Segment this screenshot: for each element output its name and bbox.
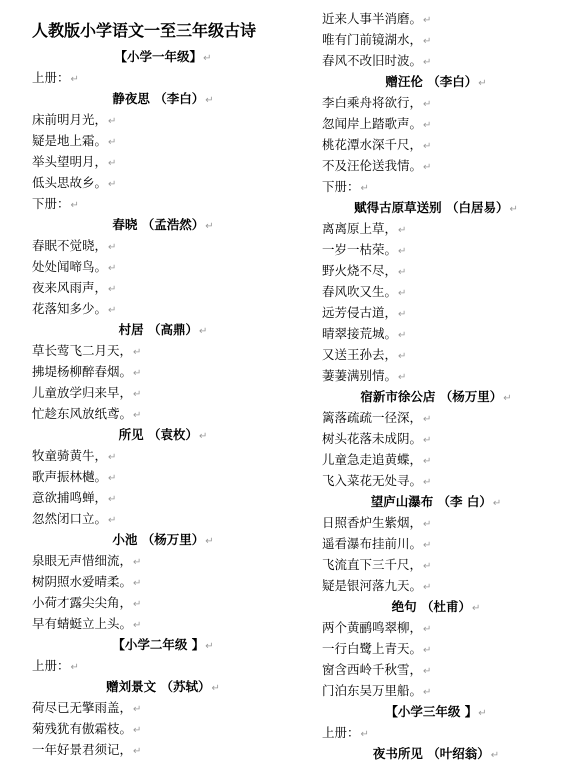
paragraph-mark-icon: ↵ — [108, 473, 117, 484]
text-line — [32, 193, 294, 214]
right-column-lines — [322, 8, 550, 764]
paragraph-mark-icon: ↵ — [205, 536, 214, 547]
paragraph-mark-icon: ↵ — [198, 326, 208, 337]
paragraph-mark-icon: ↵ — [423, 15, 432, 26]
paragraph-mark-icon: ↵ — [133, 557, 142, 568]
line-text: 夜书所见 （叶绍翁） — [372, 746, 490, 761]
line-text: 忽然闭口立。 — [32, 511, 108, 526]
text-line — [322, 134, 550, 155]
poem-heading — [32, 319, 294, 340]
line-text: 歌声振林樾。 — [32, 469, 108, 484]
line-text: 菊残犹有傲霜枝。 — [32, 721, 133, 736]
text-line — [322, 533, 550, 554]
line-text: 赠汪伦 （李白） — [385, 74, 478, 89]
line-text: 春眠不觉晓， — [32, 238, 108, 253]
poem-heading — [322, 386, 550, 407]
text-line — [32, 613, 294, 634]
line-text: 上册： — [32, 658, 70, 673]
text-line — [32, 487, 294, 508]
paragraph-mark-icon: ↵ — [398, 225, 407, 236]
paragraph-mark-icon: ↵ — [423, 456, 432, 467]
line-text: 一行白鹭上青天。 — [322, 641, 423, 656]
text-line — [32, 130, 294, 151]
paragraph-mark-icon: ↵ — [70, 74, 79, 85]
paragraph-mark-icon: ↵ — [423, 687, 432, 698]
text-line — [322, 428, 550, 449]
paragraph-mark-icon: ↵ — [133, 578, 142, 589]
text-line — [322, 113, 550, 134]
paragraph-mark-icon: ↵ — [133, 725, 142, 736]
text-line — [322, 470, 550, 491]
poem-heading — [322, 71, 550, 92]
poem-heading — [32, 634, 294, 655]
paragraph-mark-icon: ↵ — [423, 561, 432, 572]
line-text: 举头望明月， — [32, 154, 108, 169]
text-line — [322, 218, 550, 239]
paragraph-mark-icon: ↵ — [478, 78, 487, 89]
document-title: 人教版小学语文一至三年级古诗 — [32, 21, 257, 40]
paragraph-mark-icon: ↵ — [423, 435, 432, 446]
text-line — [32, 277, 294, 298]
line-text: 篱落疏疏一径深， — [322, 410, 423, 425]
paragraph-mark-icon: ↵ — [108, 494, 117, 505]
poem-heading — [32, 88, 294, 109]
line-text: 疑是银河落九天。 — [322, 578, 423, 593]
left-column-lines — [32, 46, 294, 760]
line-text: 牧童骑黄牛， — [32, 448, 108, 463]
paragraph-mark-icon: ↵ — [203, 53, 212, 64]
line-text: 夜来风雨声， — [32, 280, 108, 295]
text-line — [32, 571, 294, 592]
line-text: 忽闻岸上踏歌声。 — [322, 116, 423, 131]
text-line — [322, 407, 550, 428]
line-text: 儿童急走追黄蝶， — [322, 452, 423, 467]
paragraph-mark-icon: ↵ — [423, 477, 432, 488]
line-text: 树头花落未成阴。 — [322, 431, 423, 446]
paragraph-mark-icon: ↵ — [490, 750, 500, 761]
line-text: 下册： — [32, 196, 70, 211]
line-text: 上册： — [322, 725, 360, 740]
text-line — [322, 302, 550, 323]
poem-heading — [32, 214, 294, 235]
poem-heading — [322, 743, 550, 764]
paragraph-mark-icon: ↵ — [423, 99, 432, 110]
line-text: 宿新市徐公店 （杨万里） — [360, 389, 503, 404]
line-text: 树阴照水爱晴柔。 — [32, 574, 133, 589]
line-text: 日照香炉生紫烟， — [322, 515, 423, 530]
paragraph-mark-icon: ↵ — [133, 620, 142, 631]
paragraph-mark-icon: ↵ — [398, 246, 407, 257]
poem-heading — [32, 676, 294, 697]
text-line — [322, 365, 550, 386]
line-text: 近来人事半消磨。 — [322, 11, 423, 26]
line-text: 疑是地上霜。 — [32, 133, 108, 148]
poem-heading — [322, 197, 550, 218]
text-line — [32, 466, 294, 487]
line-text: 小池 （杨万里） — [112, 532, 205, 547]
paragraph-mark-icon: ↵ — [108, 284, 117, 295]
paragraph-mark-icon: ↵ — [423, 36, 432, 47]
line-text: 意欲捕鸣蝉， — [32, 490, 108, 505]
line-text: 赋得古原草送别 （白居易） — [354, 200, 509, 215]
paragraph-mark-icon: ↵ — [398, 288, 407, 299]
text-line — [32, 67, 294, 88]
text-line — [32, 697, 294, 718]
paragraph-mark-icon: ↵ — [133, 368, 142, 379]
line-text: 唯有门前镜湖水， — [322, 32, 423, 47]
paragraph-mark-icon: ↵ — [471, 603, 481, 614]
line-text: 上册： — [32, 70, 70, 85]
paragraph-mark-icon: ↵ — [133, 347, 142, 358]
poem-heading — [322, 701, 550, 722]
text-line — [322, 92, 550, 113]
text-line — [322, 680, 550, 701]
text-line — [322, 575, 550, 596]
paragraph-mark-icon: ↵ — [133, 599, 142, 610]
line-text: 一岁一枯荣。 — [322, 242, 398, 257]
paragraph-mark-icon: ↵ — [133, 410, 142, 421]
paragraph-mark-icon: ↵ — [108, 515, 117, 526]
paragraph-mark-icon: ↵ — [108, 263, 117, 274]
paragraph-mark-icon: ↵ — [509, 204, 518, 215]
text-line — [32, 382, 294, 403]
line-text: 飞入菜花无处寻。 — [322, 473, 423, 488]
text-line — [322, 344, 550, 365]
line-text: 又送王孙去， — [322, 347, 398, 362]
text-line — [32, 361, 294, 382]
right-column — [322, 8, 550, 764]
paragraph-mark-icon: ↵ — [423, 540, 432, 551]
paragraph-mark-icon: ↵ — [108, 158, 117, 169]
line-text: 村居 （高鼎） — [118, 322, 198, 337]
paragraph-mark-icon: ↵ — [423, 120, 432, 131]
paragraph-mark-icon: ↵ — [133, 704, 142, 715]
line-text: 处处闻啼鸟。 — [32, 259, 108, 274]
text-line — [322, 281, 550, 302]
text-line — [322, 8, 550, 29]
text-line — [32, 172, 294, 193]
text-line — [32, 592, 294, 613]
poem-heading — [32, 46, 294, 67]
line-text: 两个黄鹂鸣翠柳， — [322, 620, 423, 635]
line-text: 一年好景君须记， — [32, 742, 133, 757]
line-text: 绝句 （杜甫） — [391, 599, 471, 614]
text-line — [32, 445, 294, 466]
text-line — [32, 718, 294, 739]
poem-heading — [32, 424, 294, 445]
line-text: 望庐山瀑布 （李 白） — [370, 494, 492, 509]
poem-heading — [32, 529, 294, 550]
text-line — [32, 298, 294, 319]
paragraph-mark-icon: ↵ — [423, 414, 432, 425]
line-text: 【小学一年级】 — [114, 49, 203, 64]
paragraph-mark-icon: ↵ — [492, 498, 502, 509]
line-text: 【小学三年级 】 — [385, 704, 478, 719]
paragraph-mark-icon: ↵ — [503, 393, 512, 404]
line-text: 静夜思 （李白） — [112, 91, 205, 106]
paragraph-mark-icon: ↵ — [398, 267, 407, 278]
paragraph-mark-icon: ↵ — [108, 116, 117, 127]
text-line — [32, 340, 294, 361]
paragraph-mark-icon: ↵ — [360, 729, 369, 740]
text-line — [322, 638, 550, 659]
line-text: 春晓 （孟浩然） — [112, 217, 205, 232]
paragraph-mark-icon: ↵ — [478, 708, 487, 719]
line-text: 离离原上草， — [322, 221, 398, 236]
text-line — [32, 739, 294, 760]
line-text: 小荷才露尖尖角， — [32, 595, 133, 610]
line-text: 不及汪伦送我情。 — [322, 158, 423, 173]
paragraph-mark-icon: ↵ — [70, 662, 79, 673]
paragraph-mark-icon: ↵ — [133, 389, 142, 400]
text-line — [32, 508, 294, 529]
paragraph-mark-icon: ↵ — [398, 330, 407, 341]
paragraph-mark-icon: ↵ — [108, 452, 117, 463]
line-text: 拂堤杨柳醉春烟。 — [32, 364, 133, 379]
line-text: 【小学二年级 】 — [112, 637, 205, 652]
text-line — [322, 155, 550, 176]
line-text: 窗含西岭千秋雪， — [322, 662, 423, 677]
line-text: 儿童放学归来早， — [32, 385, 133, 400]
text-line — [32, 151, 294, 172]
text-line — [32, 550, 294, 571]
poem-heading — [322, 596, 550, 617]
text-line — [322, 512, 550, 533]
paragraph-mark-icon: ↵ — [70, 200, 79, 211]
line-text: 野火烧不尽， — [322, 263, 398, 278]
poem-heading — [322, 491, 550, 512]
paragraph-mark-icon: ↵ — [423, 645, 432, 656]
text-line — [322, 260, 550, 281]
paragraph-mark-icon: ↵ — [423, 519, 432, 530]
text-line — [322, 722, 550, 743]
text-line — [322, 617, 550, 638]
paragraph-mark-icon: ↵ — [205, 95, 214, 106]
line-text: 晴翠接荒城。 — [322, 326, 398, 341]
text-line — [32, 235, 294, 256]
text-line — [32, 109, 294, 130]
paragraph-mark-icon: ↵ — [398, 372, 407, 383]
line-text: 桃花潭水深千尺， — [322, 137, 423, 152]
paragraph-mark-icon: ↵ — [205, 641, 214, 652]
line-text: 远芳侵古道， — [322, 305, 398, 320]
left-column — [32, 16, 294, 760]
line-text: 泉眼无声惜细流， — [32, 553, 133, 568]
line-text: 春风不改旧时波。 — [322, 53, 423, 68]
line-text: 赠刘景文 （苏轼） — [106, 679, 211, 694]
text-line — [32, 256, 294, 277]
line-text: 草长莺飞二月天， — [32, 343, 133, 358]
paragraph-mark-icon: ↵ — [108, 179, 117, 190]
line-text: 忙趁东风放纸鸢。 — [32, 406, 133, 421]
paragraph-mark-icon: ↵ — [108, 305, 117, 316]
line-text: 花落知多少。 — [32, 301, 108, 316]
text-line — [322, 29, 550, 50]
line-text: 飞流直下三千尺， — [322, 557, 423, 572]
paragraph-mark-icon: ↵ — [211, 683, 220, 694]
paragraph-mark-icon: ↵ — [360, 183, 369, 194]
line-text: 下册： — [322, 179, 360, 194]
paragraph-mark-icon: ↵ — [398, 309, 407, 320]
paragraph-mark-icon: ↵ — [108, 242, 117, 253]
paragraph-mark-icon: ↵ — [423, 162, 432, 173]
text-line — [322, 239, 550, 260]
paragraph-mark-icon: ↵ — [205, 221, 214, 232]
line-text: 床前明月光， — [32, 112, 108, 127]
text-line — [322, 176, 550, 197]
paragraph-mark-icon: ↵ — [423, 624, 432, 635]
line-text: 门泊东吴万里船。 — [322, 683, 423, 698]
line-text: 萋萋满别情。 — [322, 368, 398, 383]
paragraph-mark-icon: ↵ — [133, 746, 142, 757]
text-line — [322, 659, 550, 680]
line-text: 遥看瀑布挂前川。 — [322, 536, 423, 551]
paragraph-mark-icon: ↵ — [398, 351, 407, 362]
paragraph-mark-icon: ↵ — [423, 57, 432, 68]
line-text: 早有蜻蜓立上头。 — [32, 616, 133, 631]
text-line — [32, 403, 294, 424]
line-text: 春风吹又生。 — [322, 284, 398, 299]
paragraph-mark-icon: ↵ — [423, 666, 432, 677]
line-text: 所见 （袁枚） — [118, 427, 198, 442]
text-line — [32, 655, 294, 676]
text-line — [322, 554, 550, 575]
line-text: 荷尽已无擎雨盖， — [32, 700, 133, 715]
text-line — [322, 50, 550, 71]
paragraph-mark-icon: ↵ — [423, 141, 432, 152]
paragraph-mark-icon: ↵ — [108, 137, 117, 148]
paragraph-mark-icon: ↵ — [423, 582, 432, 593]
line-text: 低头思故乡。 — [32, 175, 108, 190]
paragraph-mark-icon: ↵ — [198, 431, 208, 442]
line-text: 李白乘舟将欲行， — [322, 95, 423, 110]
text-line — [322, 449, 550, 470]
text-line — [322, 323, 550, 344]
